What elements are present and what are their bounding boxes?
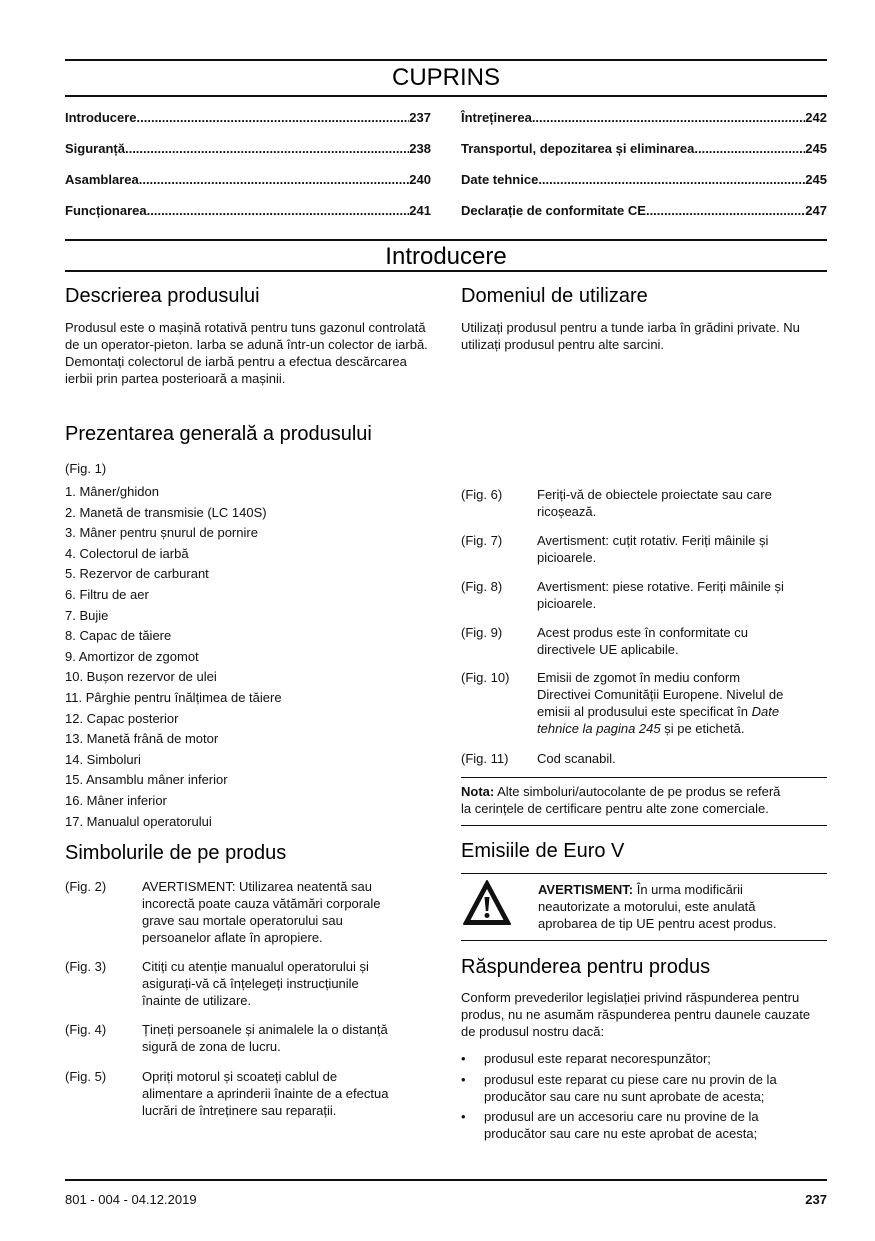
note-bottom-rule [461,825,827,826]
intended-use-heading: Domeniul de utilizare [461,285,648,307]
fig-text-line: asigurați-vă că înțelegeți instrucțiunile [142,976,359,991]
fig-text-line: tehnice la pagina 245 și pe etichetă. [537,721,745,736]
toc-entry-siguranta[interactable] [65,141,431,156]
date-tehnice-link[interactable]: Date [751,704,780,719]
fig-text-line: Cod scanabil. [537,751,616,766]
toc-page: 245 [805,141,827,156]
euro-v-heading: Emisiile de Euro V [461,840,625,862]
fig-label: (Fig. 3) [65,959,107,974]
list-item: 1. Mâner/ghidon [65,484,159,499]
toc-title: CUPRINS [391,64,500,91]
toc-page: 240 [409,172,431,187]
list-item: 8. Capac de tăiere [65,628,172,644]
symbol-fig-8 [461,578,827,614]
fig-text-line: emisii al produsului este specificat în Date [537,704,780,719]
bullet-icon: • [461,1072,466,1087]
fig-label: (Fig. 8) [461,579,503,594]
toc-entry-introducere[interactable] [65,110,431,125]
fig-text-line: înainte de utilizare. [142,993,252,1008]
list-item: 4. Colectorul de iarbă [65,545,189,561]
list-item: 13. Manetă frână de motor [65,731,219,747]
toc-entry-transportul[interactable] [461,141,827,156]
fig-label: (Fig. 5) [65,1069,107,1084]
fig-text-line: lucrări de întreținere sau reparații. [142,1103,337,1118]
fig-text-line: Citiți cu atenție manualul operatorului și [142,959,369,974]
fig-text-line: grave sau mortale operatorului sau [142,913,343,928]
liability-bullet: • produsul este reparat necorespunzător; [461,1051,711,1066]
fig-text-line: Avertisment: cuțit rotativ. Feriți mâinile și [537,533,769,548]
fig-label: (Fig. 7) [461,533,503,548]
fig-label: (Fig. 4) [65,1022,107,1037]
fig-text-line: Opriți motorul și scoateți cablul de [142,1069,338,1084]
symbol-fig-3 [65,958,433,1010]
fig-text-line: AVERTISMENT: Utilizarea neatentă sau [142,879,373,894]
note-label: Nota: [461,784,495,799]
list-item: 17. Manualul operatorului [65,813,212,829]
toc-page: 245 [805,172,827,187]
list-item: 10. Bușon rezervor de ulei [65,669,217,685]
product-description-heading: Descrierea produsului [65,285,260,307]
fig-label: (Fig. 6) [461,487,503,502]
fig-text-line: sigură de zona de lucru. [142,1039,281,1054]
footer-doc-id: 801 - 004 - 04.12.2019 [65,1192,197,1207]
warning-label: AVERTISMENT: [538,882,634,897]
toc-entry-asamblarea[interactable] [65,172,431,187]
symbol-fig-7 [461,532,827,568]
intended-use-text: Utilizați produsul pentru a tunde iarba în grădini private. Nu utilizați produsul pentru alte sarcini. [461,320,800,352]
section-title: Introducere [385,243,507,270]
list-item: 6. Filtru de aer [65,586,149,602]
toc-title-rule [65,95,827,97]
fig-label: (Fig. 2) [65,879,107,894]
list-item: 14. Simboluri [65,751,141,767]
note-top-rule [461,777,827,778]
symbols-note: Nota: Alte simboluri/autocolante de pe produs se referă la cerințele de certificare pentru alte zone comerciale. [461,784,781,816]
toc-label: Siguranță [65,141,125,156]
fig-text-line: persoanelor aflate în apropiere. [142,930,323,945]
list-item: 7. Bujie [65,607,109,623]
fig-label: (Fig. 9) [461,625,503,640]
footer-rule [65,1179,827,1181]
fig-text-line: picioarele. [537,596,597,611]
toc-entry-declaratie[interactable] [461,203,827,218]
fig-text-line: Feriți-vă de obiectele proiectate sau care [537,487,772,502]
toc-label: Transportul, depozitarea și eliminarea [461,141,695,156]
liability-bullet: • produsul este reparat cu piese care nu provin de la producător sau care nu sunt aprobate de acesta; [461,1072,777,1104]
top-rule [65,59,827,61]
toc-label: Declarație de conformitate CE [461,203,646,218]
list-item: 12. Capac posterior [65,710,179,726]
section-top-rule [65,239,827,241]
toc-label: Funcționarea [65,203,147,218]
symbol-fig-10 [461,669,827,739]
liability-bullet: • produsul are un accesoriu care nu provine de la producător sau care nu este aprobat de acesta; [461,1109,759,1141]
fig-text-line: picioarele. [537,550,597,565]
overview-heading: Prezentarea generală a produsului [65,423,372,445]
warning-top-rule [461,873,827,874]
symbol-fig-9 [461,624,827,660]
list-item: 16. Mâner inferior [65,792,167,808]
symbol-fig-6 [461,486,827,522]
list-item: 2. Manetă de transmisie (LC 140S) [65,504,267,520]
date-tehnice-link[interactable]: tehnice la pagina 245 [537,721,661,736]
fig-text-line: Avertisment: piese rotative. Feriți mâinile și [537,579,784,594]
toc-page: 241 [409,203,431,218]
symbol-fig-11 [461,750,827,768]
toc-page: 242 [805,110,827,125]
symbol-fig-5 [65,1068,433,1120]
fig-text-line: Țineți persoanele și animalele la o distanță [142,1022,388,1037]
fig-text-line: directivele UE aplicabile. [537,642,679,657]
liability-text: Conform prevederilor legislației privind răspunderea pentru produs, nu ne asumăm răspunderea pentru daunele cauzate de produsul nostru dacă: [461,990,811,1039]
bullet-icon: • [461,1051,466,1066]
list-item: 3. Mâner pentru șnurul de pornire [65,525,258,541]
product-description-text: Produsul este o mașină rotativă pentru tuns gazonul controlată de un operator-pieton. Iarba se adună într-un colector de iarbă. Demontați colectorul de iarbă pentru a efectua descărcarea ierbii prin partea posterioară a mașinii. [65,320,428,386]
toc-entry-functionarea[interactable] [65,203,431,218]
overview-fig-ref: (Fig. 1) [65,461,107,476]
fig-text-line: Emisii de zgomot în mediu conform [537,670,741,685]
overview-parts-list [65,483,433,833]
toc-label: Date tehnice [461,172,539,187]
symbols-heading: Simbolurile de pe produs [65,842,287,864]
fig-text-line: ricoșează. [537,504,597,519]
toc-label: Asamblarea [65,172,139,187]
toc-label: Introducere [65,110,137,125]
euro-v-warning: AVERTISMENT: În urma modificării neautorizate a motorului, este anulată aprobarea de tip UE pentru acest produs. [538,882,777,931]
list-item: 5. Rezervor de carburant [65,566,209,582]
symbol-fig-4 [65,1021,433,1057]
list-item: 9. Amortizor de zgomot [65,648,199,664]
fig-text-line: Acest produs este în conformitate cu [537,625,748,640]
toc-entry-date-tehnice[interactable] [461,172,827,187]
liability-heading: Răspunderea pentru produs [461,956,711,978]
fig-text-line: alimentare a aprinderii înainte de a efectua [142,1086,389,1101]
fig-text-line: incorectă poate cauza vătămări corporale [142,896,381,911]
toc-page: 247 [805,203,827,218]
toc-page: 238 [409,141,431,156]
toc-entry-intretinerea[interactable] [461,110,827,125]
section-bottom-rule [65,270,827,272]
list-item: 15. Ansamblu mâner inferior [65,772,228,788]
list-item: 11. Pârghie pentru înălțimea de tăiere [65,689,282,705]
warning-bottom-rule [461,940,827,941]
bullet-icon: • [461,1109,466,1124]
fig-text-line: Directivei Comunității Europene. Nivelul de [537,687,784,702]
footer-page-number: 237 [805,1192,827,1207]
toc-label: Întreținerea [461,110,532,125]
fig-label: (Fig. 11) [461,751,509,766]
warning-triangle-icon [461,878,513,930]
symbol-fig-2 [65,878,433,948]
fig-label: (Fig. 10) [461,670,510,685]
toc-page: 237 [409,110,431,125]
